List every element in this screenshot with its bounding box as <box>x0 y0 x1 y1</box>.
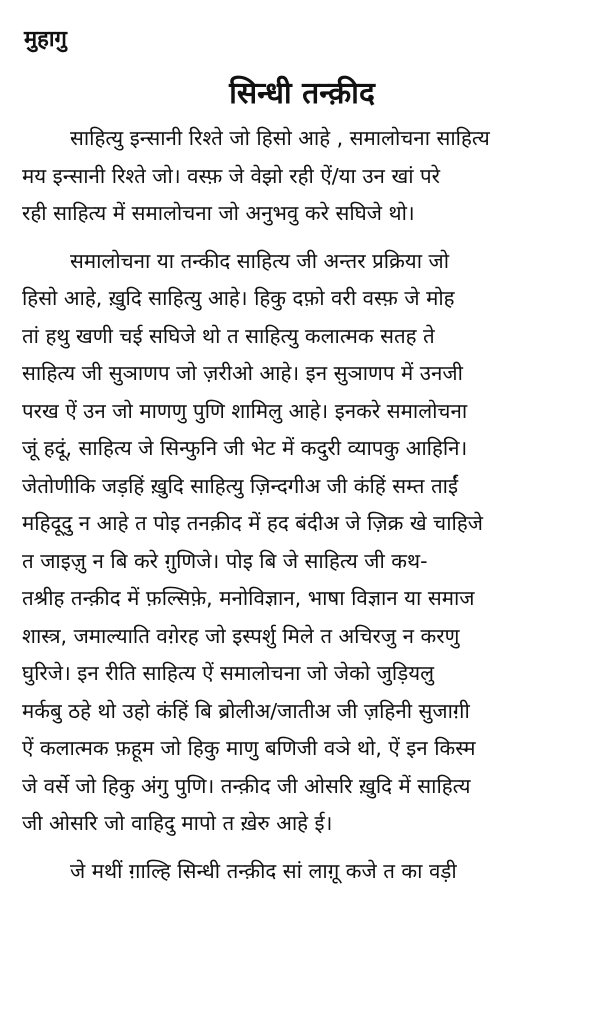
paragraph-line: तां हथु खणी चई सघिजे थो त साहित्यु कलात्मक सतह ते <box>22 323 435 348</box>
paragraph-line: तश्रीह तन्क़ीद में फ़ल्सिफ़े, मनोविज्ञान, भाषा विज्ञान या समाज <box>22 586 475 610</box>
paragraph-line: महिदूदु न आहे त पोइ तनक़ीद में हद बंदीअ जे ज़िक्र खे चाहिजे <box>22 511 483 535</box>
paragraph-3 <box>22 853 582 891</box>
paragraph-line: जे वर्से जो हिकु अंगु पुणि। तन्क़ीद जी ओसरि ख़ुदि में साहित्य <box>22 773 471 798</box>
chapter-title: सिन्धी तन्क़ीद <box>229 76 375 111</box>
paragraph-line: जूं हदूं, साहित्य जे सिन्फुनि जी भेट में कदुरी व्यापकु आहिनि। <box>22 436 468 460</box>
paragraph-line: साहित्यु इन्सानी रिश्ते जो हिसो आहे , समालोचना साहित्य <box>70 126 490 150</box>
paragraph-1 <box>22 120 582 233</box>
paragraph-2 <box>22 243 582 843</box>
paragraph-line: जे मथीं ग़ाल्हि सिन्धी तन्क़ीद सां लाग़ू कजे त का वड़ी <box>70 858 457 883</box>
paragraph-line: जी ओसरि जो वाहिदु मापो त ख़ेरु आहे ई। <box>22 811 333 835</box>
paragraph-line: शास्त्र, जमाल्याति वग़ेरह जो इस्पर्शु मिले त अचिरजु न करणु <box>22 623 460 648</box>
paragraph-line: त जाइज़ु न बि करे ग़ुणिजे। पोइ बि जे साहित्य जी कथ- <box>22 548 428 573</box>
paragraph-line: घुरिजे। इन रीति साहित्य ऐं समालोचना जो जेको जुड़ियलु <box>22 661 434 685</box>
paragraph-line: साहित्य जी सुञाणप जो ज़रीओ आहे। इन सुञाणप में उनजी <box>22 361 463 385</box>
paragraph-line: मर्कबु ठहे थो उहो कंहिं बि ब्रोलीअ/जातीअ जी ज़हिनी सुजाग़ी <box>22 698 470 723</box>
paragraph-line: परख ऐं उन जो माणणु पुणि शामिलु आहे। इनकरे समालोचना <box>22 398 468 423</box>
paragraph-line: हिसो आहे, ख़ुदि साहित्यु आहे। हिकु दफ़ो वरी वस्फ़ जे मोह <box>22 286 455 310</box>
paragraph-line: मय इन्सानी रिश्ते जो। वस्फ़ जे वेझो रही ऐं/या उन खां परे <box>22 163 441 188</box>
paragraph-line: रही साहित्य में समालोचना जो अनुभवु करे सघिजे थो। <box>22 201 415 225</box>
paragraph-line: ऐं कलात्मक फ़हूम जो हिकु माणु बणिजी वञे थो, ऐं इन किस्म <box>22 736 476 760</box>
paragraph-line: जेतोणीकि जड़हिं ख़ुदि साहित्यु ज़िन्दगीअ जी कंहिं सम्त ताईं <box>22 473 459 498</box>
page-header: मुहागु <box>24 27 67 52</box>
paragraph-line: समालोचना या तन्कीद साहित्य जी अन्तर प्रक्रिया जो <box>70 248 450 273</box>
